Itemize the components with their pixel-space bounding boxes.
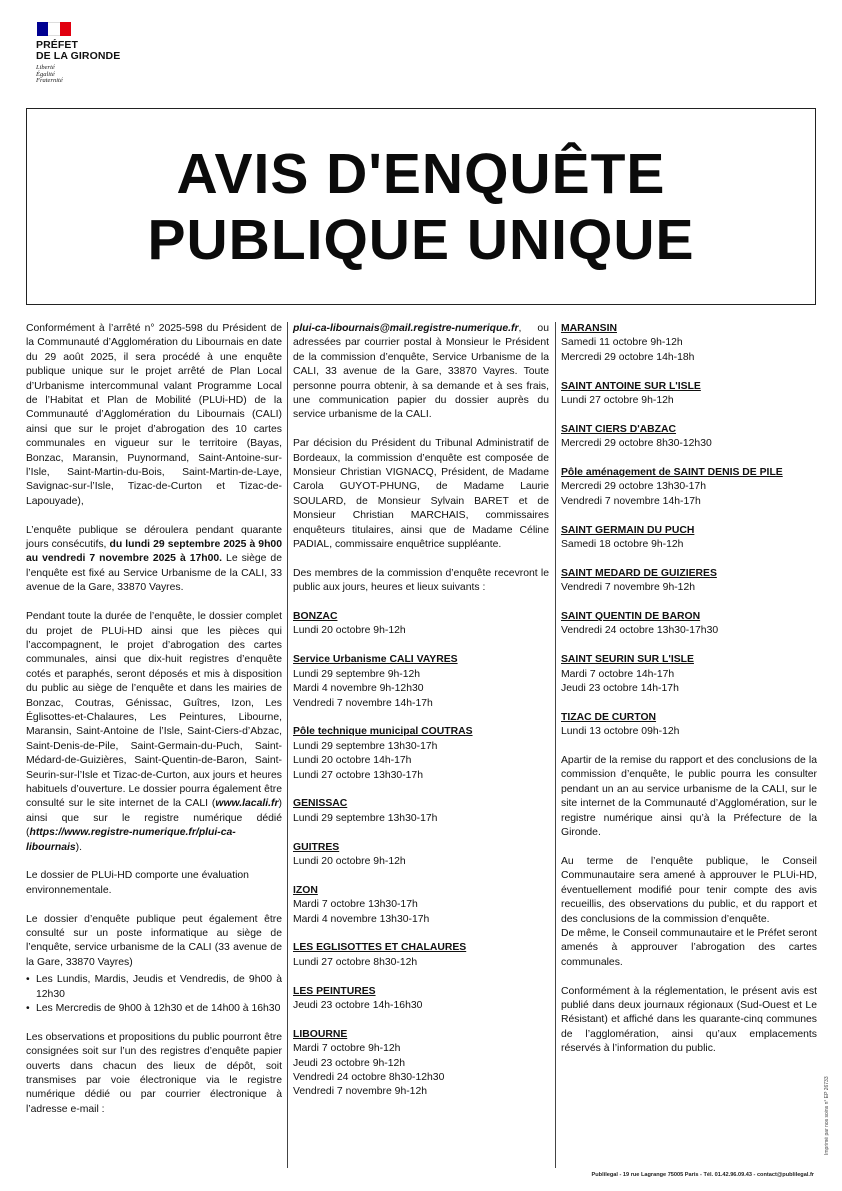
permanences-list: [293, 610, 549, 1100]
permanence-location: MARANSIN: [561, 323, 617, 334]
commission-paragraph: Par décision du Président du Tribunal Administratif de Bordeaux, la commission d’enquête est composée de Monsieur Christian VIGNACQ, Président, de Madame Carola GUYOT-PHUNG, de Madame Laurie SOULARD, de Monsieur Sylvain BARET et de Monsieur Christian MARCHAIS, commissaires enquêteurs titulaires, ainsi que de Madame Céline PADIAL, commissaire enquêtrice suppléante.: [293, 438, 549, 551]
column-2: [293, 322, 549, 1114]
list-item: • Les Mercredis de 9h00 à 12h30 et de 14h00 à 16h30: [26, 1002, 282, 1016]
print-note: Imprimé par nos soins n° EP 26733: [824, 1076, 830, 1155]
computer-access-paragraph: Le dossier d’enquête publique peut également être consulté sur un poste informatique au siège de l’enquête, service urbanisme de la CALI (33 avenue de la Gare, 33870 Vayres): [26, 913, 282, 968]
permanence-time: Vendredi 7 novembre 14h-17h: [561, 495, 701, 507]
website-link[interactable]: www.lacali.fr: [215, 798, 279, 810]
permanence-block: [561, 423, 817, 452]
permanence-block: [293, 1028, 549, 1100]
permanence-time: Lundi 20 octobre 9h-12h: [293, 855, 406, 867]
permanence-block: [561, 711, 817, 740]
permanence-location: IZON: [293, 884, 318, 896]
column-1: [26, 322, 282, 1132]
permanence-time: Lundi 27 octobre 8h30-12h: [293, 956, 418, 968]
permanence-location: Pôle technique municipal COUTRAS: [293, 726, 473, 738]
permanence-block: [561, 466, 817, 509]
logo-motto: Liberté Égalité Fraternité: [36, 64, 63, 84]
permanence-location: SAINT ANTOINE SUR L'ISLE: [561, 380, 701, 392]
permanence-time: Lundi 29 septembre 13h30-17h: [293, 740, 438, 752]
permanence-time: Jeudi 23 octobre 9h-12h: [293, 1057, 406, 1069]
permanence-block: [293, 653, 549, 711]
title-box: [26, 108, 816, 305]
permanence-time: Lundi 27 octobre 9h-12h: [561, 395, 674, 407]
column-3: [561, 322, 817, 1071]
observations-paragraph: Les observations et propositions du public pourront être consignées soit sur l’un des registres d’enquête papier ouverts dans chacun des lieux de dépôt, soit transmises par voie électronique via le registre numérique dédié ou par courrier électronique à l’adresse e-mail :: [26, 1031, 282, 1115]
email-paragraph: plui-ca-libournais@mail.registre-numerique.fr, ou adressées par courrier postal à Monsieur le Président de la commission d’enquête, Service Urbanisme de la CALI, 33 avenue de la Gare, 33870 Vayres. Toute personne pourra obtenir, à sa demande et à ses frais, une communication papier du dossier auprès du service urbanisme de la CALI.: [293, 323, 549, 421]
approval-paragraph: Au terme de l’enquête publique, le Conseil Communautaire sera amené à approuver le PLUi-HD, éventuellement modifié pour tenir compte des avis recueillis, des observations du public, et du rapport et des conclusions de la commission d’enquête.: [561, 855, 817, 925]
permanence-block: [561, 322, 817, 365]
permanence-time: Mardi 7 octobre 9h-12h: [293, 1043, 401, 1055]
permanence-block: [561, 567, 817, 596]
logo-title: PRÉFET DE LA GIRONDE: [36, 39, 121, 62]
permanence-block: [293, 725, 549, 783]
prefecture-logo: [36, 22, 120, 85]
permanence-time: Mardi 7 octobre 14h-17h: [561, 668, 675, 680]
registry-link[interactable]: https://www.registre-numerique.fr/plui-ca-libournais: [26, 827, 236, 853]
permanence-block: [293, 884, 549, 927]
footer-credit: Publilegal - 19 rue Lagrange 75005 Paris - Tél. 01.42.96.09.43 - contact@publilegal.fr: [591, 1172, 814, 1178]
permanence-time: Lundi 20 octobre 9h-12h: [293, 625, 406, 637]
permanence-time: Lundi 29 septembre 13h30-17h: [293, 812, 438, 824]
permanence-time: Vendredi 24 octobre 8h30-12h30: [293, 1071, 445, 1083]
permanence-time: Mercredi 29 octobre 14h-18h: [561, 351, 695, 363]
permanence-time: Jeudi 23 octobre 14h-17h: [561, 683, 679, 695]
permanence-time: Vendredi 24 octobre 13h30-17h30: [561, 625, 719, 637]
permanence-block: [293, 985, 549, 1014]
permanence-time: Mardi 4 novembre 9h-12h30: [293, 683, 424, 695]
permanence-time: Vendredi 7 novembre 14h-17h: [293, 697, 433, 709]
permanence-time: Samedi 18 octobre 9h-12h: [561, 539, 684, 551]
permanence-location: GENISSAC: [293, 798, 348, 810]
permanence-location: LES PEINTURES: [293, 985, 376, 997]
abrogation-paragraph: De même, le Conseil communautaire et le Préfet seront amenés à approuver l’abrogation des cartes communales.: [561, 927, 817, 968]
permanence-location: TIZAC DE CURTON: [561, 711, 657, 723]
dates-paragraph: L’enquête publique se déroulera pendant quarante jours consécutifs, du lundi 29 septembre 2025 à 9h00 au vendredi 7 novembre 2025 à 17h00. Le siège de l’enquête est fixé au Service Urbanisme de la CALI, 33 avenue de la Gare, 33870 Vayres.: [26, 524, 282, 594]
permanence-location: Pôle aménagement de SAINT DENIS DE PILE: [561, 467, 783, 479]
permanence-location: SAINT QUENTIN DE BARON: [561, 611, 701, 623]
permanence-location: BONZAC: [293, 611, 338, 623]
reception-paragraph: Des membres de la commission d’enquête recevront le public aux jours, heures et lieux suivants :: [293, 567, 549, 594]
permanence-block: [293, 610, 549, 639]
permanence-location: SAINT GERMAIN DU PUCH: [561, 524, 695, 536]
permanence-time: Lundi 20 octobre 14h-17h: [293, 755, 412, 767]
permanence-block: [561, 610, 817, 639]
dossier-paragraph: Pendant toute la durée de l’enquête, le dossier complet du projet de PLUi-HD ainsi que les pièces qui l’accompagnent, le projet d’abrogation des cartes communales, ainsi que dix-huit registres d’enquête cotés et paraphés, seront déposés et mis à disposition du public au siège de l’enquête et dans les mairies de Bonzac, Coutras, Génissac, Guîtres, Izon, Les Églisottes-et-Chalaures, Les Peintures, Libourne, Maransin, Saint-Antoine de l’Isle, Saint-Ciers-d’Abzac, Saint-Denis-de-Pile, Saint-Germain-du-Puch, Saint-Médard-de-Guizières, Saint-Quentin-de-Baron, Saint-Seurin-sur-l’Isle et Tizac-de-Curton, aux jours et heures habituels d’ouverture. Le dossier pourra également être consulté sur le site internet de la CALI (www.lacali.fr) ainsi que sur le registre numérique dédié (https://www.registre-numerique.fr/plui-ca-libournais).: [26, 611, 282, 853]
permanence-location: LIBOURNE: [293, 1028, 348, 1040]
permanence-time: Lundi 27 octobre 13h30-17h: [293, 769, 423, 781]
permanence-block: [561, 524, 817, 553]
publication-paragraph: Conformément à la réglementation, le présent avis est publié dans deux journaux régionaux (Sud-Ouest et Le Résistant) et affiché dans les quarante-cinq communes de l’agglomération, ainsi qu’aux emplacements réservés à l’information du public.: [561, 985, 817, 1055]
permanence-block: [293, 797, 549, 826]
permanence-location: SAINT MEDARD DE GUIZIERES: [561, 567, 717, 579]
intro-paragraph: Conformément à l’arrêté n° 2025-598 du Président de la Communauté d’Agglomération du Libournais en date du 29 août 2025, il sera procédé à une enquête publique unique sur le projet arrêté de Plan Local d’Urbanisme intercommunal valant Programme Local de l’Habitat et Plan de Mobilité (PLUi-HD) de la Communauté d’Agglomération du Libournais (CALI) ainsi que sur le projet d’abrogation des 10 cartes communales en vigueur sur le territoire (Bayas, Bonzac, Maransin, Puynormand, Saint-Antoine-sur-l’Isle, Saint-Martin-du-Bois, Saint-Martin-de-Laye, Savignac-sur-l’Isle, Tizac-de-Curton et Tizac-de-Lapouyade),: [26, 323, 282, 507]
permanence-block: [561, 653, 817, 696]
permanence-time: Mercredi 29 octobre 8h30-12h30: [561, 438, 712, 450]
permanence-time: Vendredi 7 novembre 9h-12h: [561, 582, 696, 594]
permanence-block: [293, 941, 549, 970]
permanence-location: Service Urbanisme CALI VAYRES: [293, 654, 458, 666]
permanence-time: Vendredi 7 novembre 9h-12h: [293, 1086, 428, 1098]
evaluation-paragraph: Le dossier de PLUi-HD comporte une évaluation environnementale.: [26, 870, 249, 896]
opening-hours-list: [26, 973, 282, 1016]
list-item: • Les Lundis, Mardis, Jeudis et Vendredis, de 9h00 à 12h30: [26, 973, 282, 1002]
permanence-block: [293, 841, 549, 870]
permanence-time: Mercredi 29 octobre 13h30-17h: [561, 481, 706, 493]
column-divider: [555, 322, 556, 1168]
permanence-time: Mardi 7 octobre 13h30-17h: [293, 899, 418, 911]
permanence-time: Samedi 11 octobre 9h-12h: [561, 337, 683, 349]
permanence-time: Mardi 4 novembre 13h30-17h: [293, 913, 430, 925]
email-link[interactable]: plui-ca-libournais@mail.registre-numerique.fr: [293, 323, 519, 334]
permanence-location: SAINT CIERS D'ABZAC: [561, 423, 677, 435]
permanence-location: SAINT SEURIN SUR L'ISLE: [561, 654, 694, 666]
permanences-list: [561, 322, 817, 740]
permanence-location: GUITRES: [293, 841, 340, 853]
permanence-time: Lundi 29 septembre 9h-12h: [293, 668, 421, 680]
column-divider: [287, 322, 288, 1168]
permanence-time: Jeudi 23 octobre 14h-16h30: [293, 999, 423, 1011]
report-paragraph: Apartir de la remise du rapport et des conclusions de la commission d’enquête, le public pourra les consulter pendant un an au service urbanisme de la CALI, sur le site internet de la Communauté d’Agglomération, sur le registre numérique ainsi qu’à la Préfecture de la Gironde.: [561, 755, 817, 839]
page-title: AVIS D'ENQUÊTE PUBLIQUE UNIQUE: [147, 141, 695, 272]
permanence-block: [561, 380, 817, 409]
permanence-time: Lundi 13 octobre 09h-12h: [561, 726, 680, 738]
permanence-location: LES EGLISOTTES ET CHALAURES: [293, 942, 467, 954]
french-flag-icon: [37, 22, 71, 36]
